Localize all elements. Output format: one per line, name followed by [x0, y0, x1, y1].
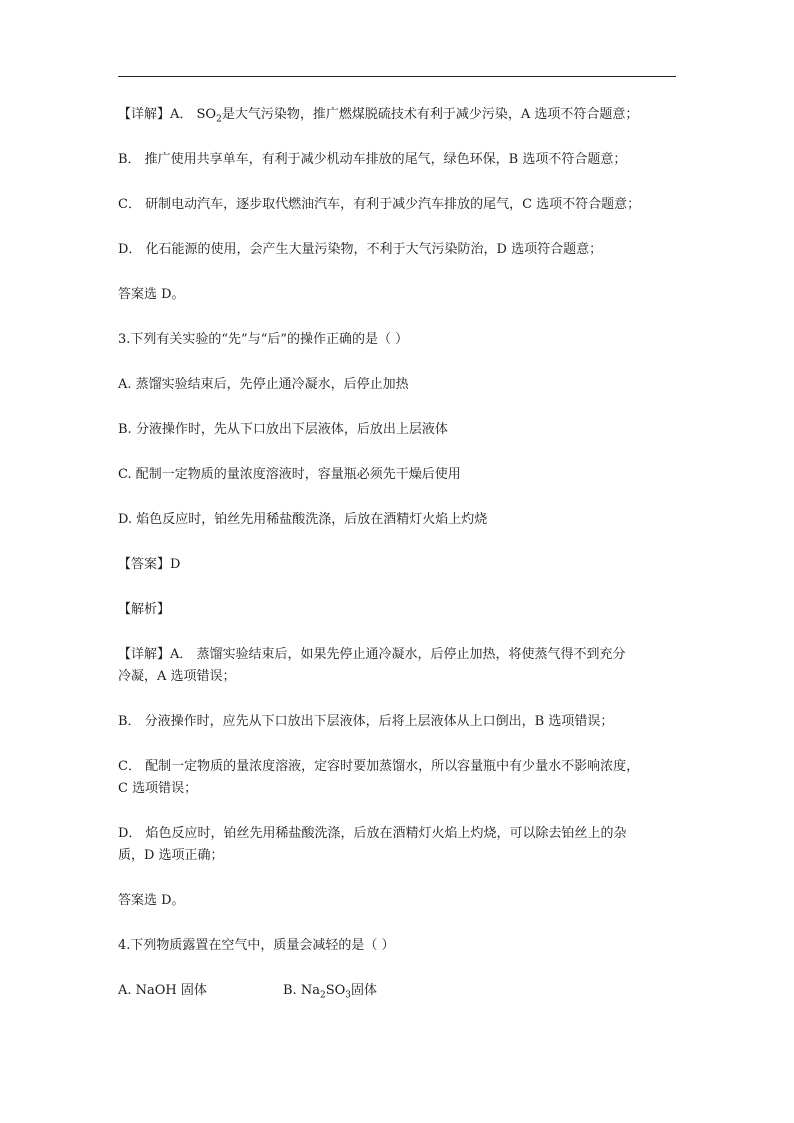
explanation-line-d: D． 化石能源的使用，会产生大量污染物，不利于大气污染防治，D 选项符合题意； — [118, 242, 603, 257]
question-4-options — [118, 980, 678, 1002]
detail-c-line1: C． 配制一定物质的量浓度溶液，定容时要加蒸馏水，所以容量瓶中有少量水不影响浓度， — [118, 759, 640, 774]
analysis-label: 【解析】 — [118, 602, 171, 617]
question-3-option-a: A. 蒸馏实验结束后，先停止通冷凝水，后停止加热 — [118, 377, 409, 392]
subscript: 2 — [319, 990, 326, 1001]
question-3-stem: 3.下列有关实验的“先”与“后”的操作正确的是（ ） — [118, 332, 409, 347]
explanation-line-c: C． 研制电动汽车，逐步取代燃油汽车，有利于减少汽车排放的尾气，C 选项不符合题意； — [118, 197, 641, 212]
text-run: 是大气污染物，推广燃煤脱硫技术有利于减少污染，A 选项不符合题意； — [221, 107, 639, 122]
question-4-stem: 4.下列物质露置在空气中，质量会减轻的是（ ） — [118, 938, 395, 953]
answer-label: 【答案】D — [118, 557, 181, 572]
explanation-line-a — [118, 104, 678, 126]
subscript: 2 — [216, 114, 222, 125]
answer-line-2: 答案选 D。 — [118, 893, 185, 908]
text-run: 【详解】A． SO — [118, 107, 217, 122]
question-4-option-a: A. NaOH 固体 — [118, 983, 207, 998]
detail-a-line1: 【详解】A． 蒸馏实验结束后，如果先停止通冷凝水，后停止加热，将使蒸气得不到充分 — [118, 647, 626, 662]
question-3-option-d: D. 焰色反应时，铂丝先用稀盐酸洗涤，后放在酒精灯火焰上灼烧 — [118, 512, 488, 527]
detail-d-line1: D． 焰色反应时，铂丝先用稀盐酸洗涤，后放在酒精灯火焰上灼烧，可以除去铂丝上的杂 — [118, 826, 627, 841]
detail-c-line2: C 选项错误； — [118, 781, 198, 796]
text-run: 固体 — [351, 983, 378, 998]
question-3-option-c: C. 配制一定物质的量浓度溶液时，容量瓶必须先干燥后使用 — [118, 467, 461, 482]
text-run: SO — [325, 983, 346, 998]
explanation-line-b: B． 推广使用共享单车，有利于减少机动车排放的尾气，绿色环保，B 选项不符合题意； — [118, 152, 627, 167]
detail-a-line2: 冷凝，A 选项错误； — [118, 669, 236, 684]
question-4-option-b — [283, 980, 448, 1002]
subscript: 3 — [345, 990, 351, 1001]
question-3-option-b: B. 分液操作时，先从下口放出下层液体，后放出上层液体 — [118, 422, 448, 437]
text-run: B. Na — [283, 983, 320, 998]
detail-b: B． 分液操作时，应先从下口放出下层液体，后将上层液体从上口倒出，B 选项错误； — [118, 714, 614, 729]
document-content — [118, 104, 678, 1002]
header-rule — [118, 76, 676, 77]
answer-line: 答案选 D。 — [118, 287, 185, 302]
detail-d-line2: 质，D 选项正确； — [118, 848, 224, 863]
